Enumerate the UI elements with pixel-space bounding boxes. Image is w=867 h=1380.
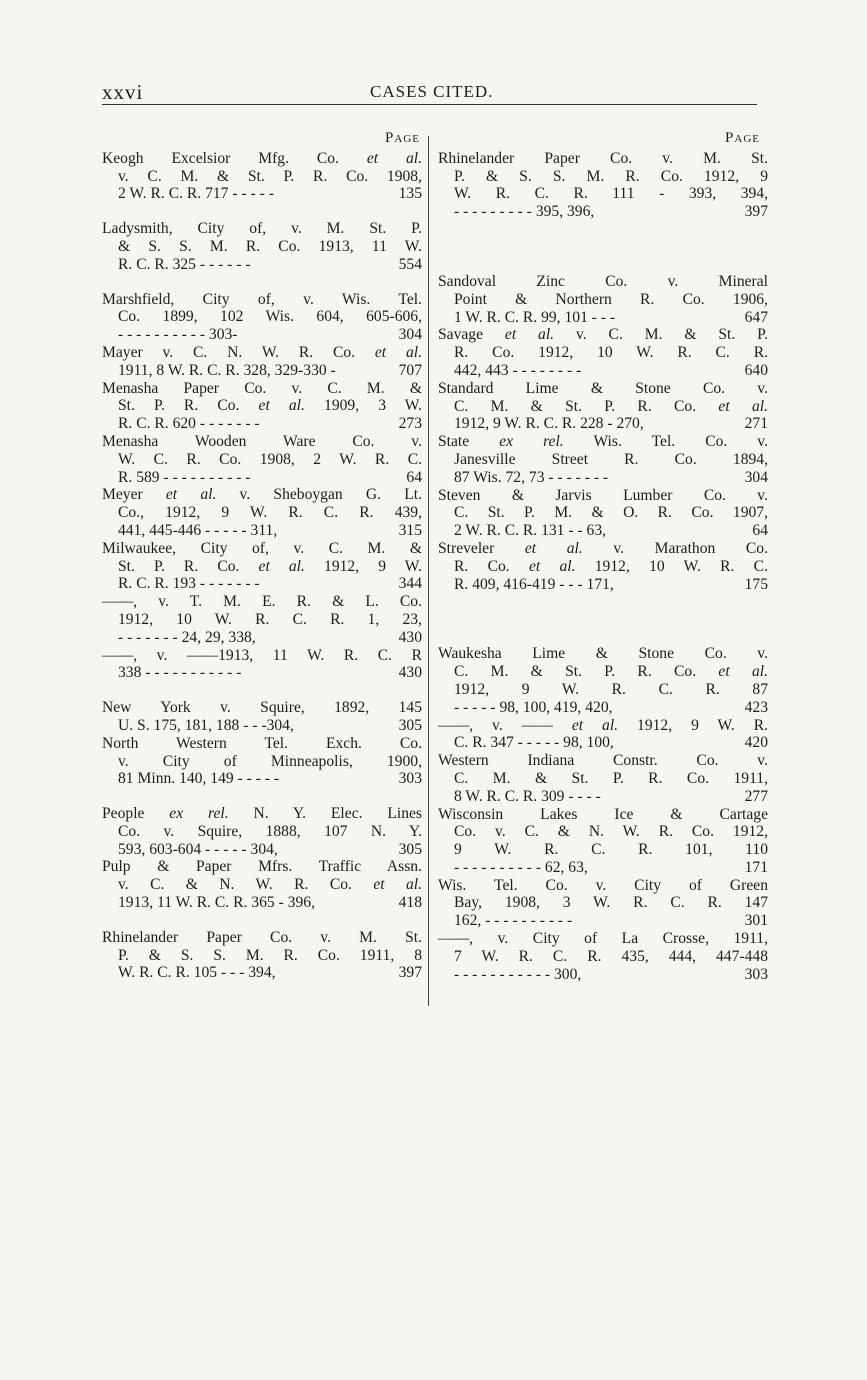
case-title-line: ——, v. —— et al. 1912, 9 W. R. xyxy=(438,716,768,734)
case-entry xyxy=(102,805,422,858)
case-citation-text: 593, 603-604 - - - - - 304, xyxy=(118,840,278,858)
cited-page-number: 304 xyxy=(744,468,768,486)
case-entry xyxy=(102,220,422,273)
case-citation-text: R. C. R. 193 - - - - - - - xyxy=(118,575,260,593)
case-citation-text: C. R. 347 - - - - - 98, 100, xyxy=(454,734,614,752)
cited-page-number: 315 xyxy=(398,521,422,539)
running-title: CASES CITED. xyxy=(370,82,494,101)
case-entry xyxy=(438,540,768,593)
case-citation-line xyxy=(438,362,768,380)
case-citation-line: P. & S. S. M. R. Co. 1912, 9 xyxy=(454,167,768,185)
cited-page-number: 430 xyxy=(398,628,422,646)
case-citation-line: C. St. P. M. & O. R. Co. 1907, xyxy=(454,504,768,522)
case-title-line: Rhinelander Paper Co. v. M. St. xyxy=(438,149,768,167)
case-entry xyxy=(102,150,422,203)
case-entry xyxy=(102,540,422,593)
case-entry xyxy=(438,645,768,716)
case-citation-line: W. R. C. R. 111 - 393, 394, xyxy=(454,185,768,203)
case-citation-line xyxy=(438,966,768,984)
case-entry xyxy=(438,752,768,805)
case-title-line: North Western Tel. Exch. Co. xyxy=(102,734,422,752)
case-title-line: Wisconsin Lakes Ice & Cartage xyxy=(438,805,768,823)
case-citation-text: 1913, 11 W. R. C. R. 365 - 396, xyxy=(118,894,315,912)
case-citation-text: - - - - - - - - - - - 300, xyxy=(454,965,582,983)
case-citation-line: Co., 1912, 9 W. R. C. R. 439, xyxy=(118,504,422,522)
case-entry xyxy=(438,433,768,486)
right-column xyxy=(438,130,768,983)
case-citation-text: 441, 445-446 - - - - - 311, xyxy=(118,521,278,539)
case-citation-line: R. Co. 1912, 10 W. R. C. R. xyxy=(454,344,768,362)
case-citation-text: R. C. R. 325 - - - - - - xyxy=(118,255,251,273)
case-citation-line xyxy=(102,575,422,593)
case-citation-line: Janesville Street R. Co. 1894, xyxy=(454,450,768,468)
case-entry xyxy=(438,380,768,433)
case-citation-line xyxy=(102,664,422,682)
cited-page-number: 175 xyxy=(744,575,768,593)
case-title-line: ——, v. T. M. E. R. & L. Co. xyxy=(102,593,422,611)
case-citation-line xyxy=(438,309,768,327)
cited-page-number: 271 xyxy=(744,415,768,433)
case-title-line: Meyer et al. v. Sheboygan G. Lt. xyxy=(102,486,422,504)
case-citation-text: 2 W. R. C. R. 131 - - 63, xyxy=(454,522,607,540)
cited-page-number: 135 xyxy=(398,185,422,203)
case-entry xyxy=(102,735,422,788)
case-citation-text: W. R. C. R. 105 - - - 394, xyxy=(118,964,276,982)
case-title-line: New York v. Squire, 1892, 145 xyxy=(102,699,422,717)
case-citation-line: v. City of Minneapolis, 1900, xyxy=(118,752,422,770)
case-citation-line xyxy=(438,734,768,752)
case-title-line: Waukesha Lime & Stone Co. v. xyxy=(438,645,768,663)
page-column-label: Page xyxy=(725,130,760,146)
case-title-line: Standard Lime & Stone Co. v. xyxy=(438,379,768,397)
case-entry xyxy=(438,273,768,326)
case-citation-line xyxy=(102,362,422,380)
case-citation-line xyxy=(102,185,422,203)
case-entry xyxy=(438,326,768,379)
cited-page-number: 344 xyxy=(398,575,422,593)
case-title-line: Western Indiana Constr. Co. v. xyxy=(438,752,768,770)
case-entry xyxy=(102,858,422,911)
case-entry xyxy=(438,487,768,540)
case-citation-line: Co. 1899, 102 Wis. 604, 605-606, xyxy=(118,308,422,326)
case-title-line: Streveler et al. v. Marathon Co. xyxy=(438,539,768,557)
case-title-line: Ladysmith, City of, v. M. St. P. xyxy=(102,220,422,238)
case-title-line: ——, v. City of La Crosse, 1911, xyxy=(438,930,768,948)
cited-page-number: 430 xyxy=(398,664,422,682)
column-divider xyxy=(428,136,429,1006)
page-number: xxvi xyxy=(102,80,144,104)
cited-page-number: 301 xyxy=(744,912,768,930)
case-entry xyxy=(102,380,422,433)
cited-page-number: 305 xyxy=(398,840,422,858)
case-entry xyxy=(438,150,768,221)
case-citation-text: 2 W. R. C. R. 717 - - - - - xyxy=(118,185,274,203)
case-citation-line xyxy=(438,576,768,594)
case-citation-line xyxy=(438,203,768,221)
case-title-line: Wis. Tel. Co. v. City of Green xyxy=(438,876,768,894)
left-column xyxy=(102,130,422,982)
case-citation-line xyxy=(102,522,422,540)
case-title-line: Keogh Excelsior Mfg. Co. et al. xyxy=(102,149,423,167)
case-citation-line: Bay, 1908, 3 W. R. C. R. 147 xyxy=(454,894,768,912)
cited-page-number: 305 xyxy=(398,716,422,734)
case-citation-line: St. P. R. Co. et al. 1912, 9 W. xyxy=(118,557,422,575)
cited-page-number: 420 xyxy=(744,734,768,752)
cited-page-number: 397 xyxy=(398,964,422,982)
case-title-line: Rhinelander Paper Co. v. M. St. xyxy=(102,928,422,946)
case-entry xyxy=(438,806,768,877)
case-title-line: Savage et al. v. C. M. & St. P. xyxy=(438,326,768,344)
case-title-line: Menasha Wooden Ware Co. v. xyxy=(102,432,422,450)
case-title-line: Marshfield, City of, v. Wis. Tel. xyxy=(102,290,422,308)
case-citation-line xyxy=(102,629,422,647)
case-citation-text: U. S. 175, 181, 188 - - -304, xyxy=(118,716,294,734)
case-citation-line xyxy=(438,469,768,487)
case-citation-line: 1912, 10 W. R. C. R. 1, 23, xyxy=(118,610,422,628)
case-citation-line: Point & Northern R. Co. 1906, xyxy=(454,290,768,308)
case-citation-line: C. M. & St. P. R. Co. et al. xyxy=(454,663,769,681)
case-citation-text: 87 Wis. 72, 73 - - - - - - - xyxy=(454,468,609,486)
case-entry xyxy=(438,877,768,930)
case-citation-line xyxy=(438,788,768,806)
case-citation-text: 1911, 8 W. R. C. R. 328, 329-330 - xyxy=(118,361,336,379)
cited-page-number: 647 xyxy=(744,308,768,326)
case-citation-line: C. M. & St. P. R. Co. et al. xyxy=(454,397,769,415)
case-citation-text: 1 W. R. C. R. 99, 101 - - - xyxy=(454,308,616,326)
case-citation-line: P. & S. S. M. R. Co. 1911, 8 xyxy=(118,946,422,964)
cited-page-number: 554 xyxy=(398,255,422,273)
cited-page-number: 64 xyxy=(406,468,422,486)
case-citation-line xyxy=(102,717,422,735)
case-citation-line xyxy=(102,326,422,344)
cited-page-number: 423 xyxy=(744,698,768,716)
case-entry xyxy=(102,344,422,380)
case-citation-text: - - - - - - - - - - 303- xyxy=(118,326,238,344)
case-citation-line: C. M. & St. P. R. Co. 1911, xyxy=(454,769,768,787)
case-entry xyxy=(102,929,422,982)
cited-page-number: 277 xyxy=(744,787,768,805)
case-citation-line: v. C. M. & St. P. R. Co. 1908, xyxy=(118,167,422,185)
case-citation-text: - - - - - - - - - - 62, 63, xyxy=(454,858,588,876)
cited-page-number: 273 xyxy=(398,415,422,433)
case-entry xyxy=(102,433,422,486)
case-citation-text: 8 W. R. C. R. 309 - - - - xyxy=(454,787,601,805)
case-citation-text: R. C. R. 620 - - - - - - - xyxy=(118,415,260,433)
case-title-line: People ex rel. N. Y. Elec. Lines xyxy=(102,805,422,823)
case-citation-line: v. C. & N. W. R. Co. et al. xyxy=(118,876,423,894)
case-citation-line xyxy=(102,770,422,788)
case-title-line: Mayer v. C. N. W. R. Co. et al. xyxy=(102,343,422,361)
cited-page-number: 64 xyxy=(752,522,768,540)
cited-page-number: 303 xyxy=(744,965,768,983)
case-citation-line xyxy=(438,912,768,930)
case-entry xyxy=(438,930,768,983)
case-title-line: ——, v. ——1913, 11 W. R. C. R xyxy=(102,646,422,664)
case-title-line: Sandoval Zinc Co. v. Mineral xyxy=(438,272,768,290)
cited-page-number: 707 xyxy=(398,361,422,379)
case-citation-text: - - - - - - - - - 395, 396, xyxy=(454,203,595,221)
case-entry xyxy=(102,486,422,539)
case-citation-text: 1912, 9 W. R. C. R. 228 - 270, xyxy=(454,415,644,433)
case-citation-line xyxy=(102,964,422,982)
case-citation-line: R. Co. et al. 1912, 10 W. R. C. xyxy=(454,557,768,575)
case-citation-text: R. 589 - - - - - - - - - - xyxy=(118,468,251,486)
case-entry xyxy=(102,699,422,735)
case-citation-line: W. C. R. Co. 1908, 2 W. R. C. xyxy=(118,450,422,468)
case-citation-text: 162, - - - - - - - - - - xyxy=(454,912,573,930)
case-title-line: Menasha Paper Co. v. C. M. & xyxy=(102,379,422,397)
case-citation-line: Co. v. C. & N. W. R. Co. 1912, xyxy=(454,823,768,841)
cited-page-number: 397 xyxy=(744,203,768,221)
case-citation-text: 338 - - - - - - - - - - - xyxy=(118,664,242,682)
case-citation-line xyxy=(438,522,768,540)
cited-page-number: 303 xyxy=(398,770,422,788)
case-citation-text: - - - - - 98, 100, 419, 420, xyxy=(454,698,613,716)
case-citation-line xyxy=(438,859,768,877)
case-citation-text: R. 409, 416-419 - - - 171, xyxy=(454,575,614,593)
case-citation-line xyxy=(102,415,422,433)
case-citation-text: 81 Minn. 140, 149 - - - - - xyxy=(118,770,280,788)
page-column-label: Page xyxy=(385,130,420,146)
case-citation-line xyxy=(102,469,422,487)
case-citation-text: - - - - - - - 24, 29, 338, xyxy=(118,628,256,646)
case-citation-line xyxy=(102,256,422,274)
cited-page-number: 171 xyxy=(744,858,768,876)
case-title-line: Pulp & Paper Mfrs. Traffic Assn. xyxy=(102,858,422,876)
header-rule xyxy=(102,104,757,105)
page-header xyxy=(102,80,757,106)
case-title-line: Steven & Jarvis Lumber Co. v. xyxy=(438,486,768,504)
cited-page-number: 640 xyxy=(744,361,768,379)
case-title-line: Milwaukee, City of, v. C. M. & xyxy=(102,539,422,557)
cited-page-number: 418 xyxy=(398,894,422,912)
case-citation-line: 7 W. R. C. R. 435, 444, 447-448 xyxy=(454,947,768,965)
case-citation-line xyxy=(438,699,768,717)
case-citation-line: Co. v. Squire, 1888, 107 N. Y. xyxy=(118,822,422,840)
case-citation-line: 1912, 9 W. R. C. R. 87 xyxy=(454,680,768,698)
case-entry xyxy=(102,593,422,646)
cited-page-number: 304 xyxy=(398,326,422,344)
case-citation-line: St. P. R. Co. et al. 1909, 3 W. xyxy=(118,397,422,415)
case-citation-line xyxy=(102,894,422,912)
case-entry xyxy=(102,291,422,344)
case-citation-line: & S. S. M. R. Co. 1913, 11 W. xyxy=(118,237,422,255)
case-entry xyxy=(102,647,422,683)
case-title-line: State ex rel. Wis. Tel. Co. v. xyxy=(438,433,768,451)
case-citation-text: 442, 443 - - - - - - - - xyxy=(454,361,582,379)
case-citation-line xyxy=(102,841,422,859)
case-entry xyxy=(438,717,768,753)
case-citation-line xyxy=(438,415,768,433)
case-citation-line: 9 W. R. C. R. 101, 110 xyxy=(454,841,768,859)
